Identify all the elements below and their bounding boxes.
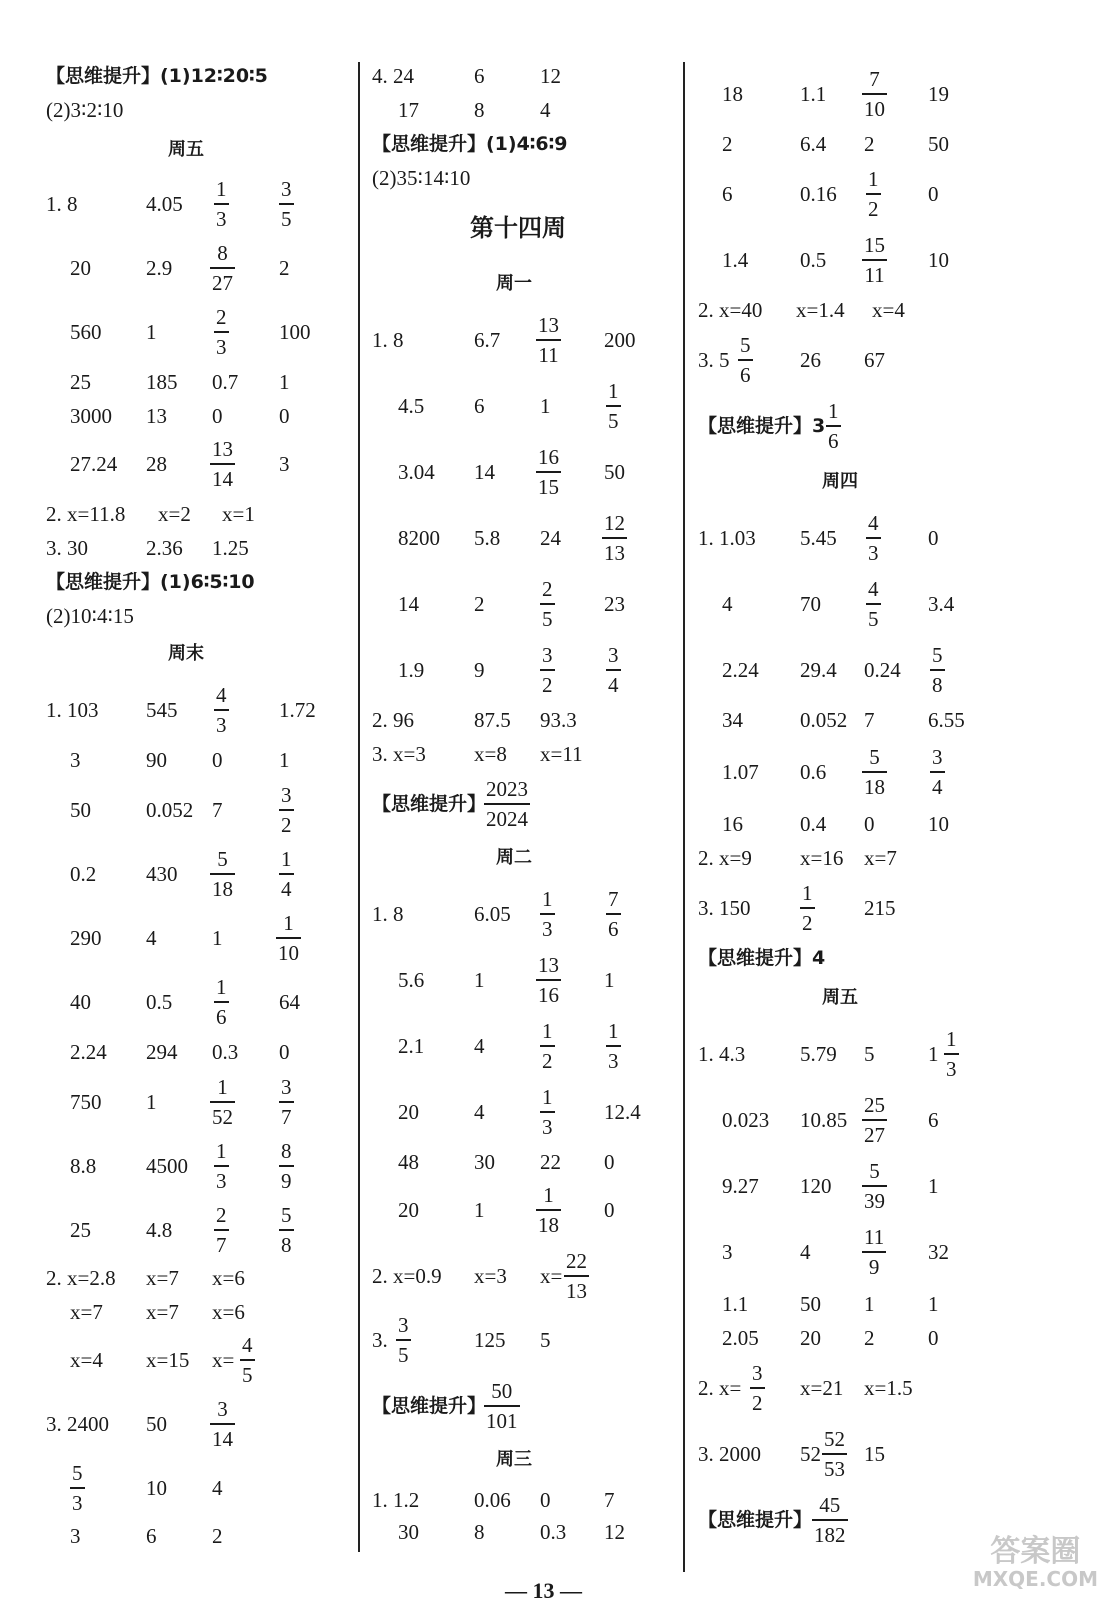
- answer: 20: [800, 1326, 821, 1350]
- thinking-upgrade: 【思维提升】4: [698, 947, 826, 969]
- answer-line: (2)35∶14∶10: [372, 166, 471, 190]
- answer: x=4: [872, 298, 905, 322]
- answer: 545: [146, 698, 178, 722]
- answer: 10: [928, 812, 949, 836]
- answer: 6: [722, 182, 733, 206]
- answer: 1: [279, 748, 290, 772]
- page-number: — 13 —: [505, 1578, 582, 1603]
- answer: 34: [722, 708, 743, 732]
- answer: 2. 96: [372, 708, 414, 732]
- answer: 1. 8: [46, 192, 78, 216]
- answer: 24: [540, 526, 561, 550]
- answer: x=1: [222, 502, 255, 526]
- answer: 1: [212, 926, 223, 950]
- answer: 4: [146, 926, 157, 950]
- section-heading: 周五: [822, 987, 858, 1008]
- answer: 5: [540, 1328, 551, 1352]
- section-heading: 周二: [496, 847, 532, 868]
- answer: 0: [864, 812, 875, 836]
- answer: 0.06: [474, 1488, 511, 1512]
- answer: 3. 5: [698, 348, 730, 372]
- answer: 0: [604, 1198, 615, 1222]
- answer: 3.: [372, 1328, 388, 1352]
- answer: 0.4: [800, 812, 827, 836]
- answer: 52: [800, 1442, 821, 1466]
- fraction: 4 5: [868, 577, 879, 631]
- fraction: 5 39: [864, 1159, 885, 1213]
- answer: 15: [864, 1442, 885, 1466]
- answer: 10: [146, 1476, 167, 1500]
- answer: 2.24: [70, 1040, 107, 1064]
- answer: x=4: [70, 1348, 103, 1372]
- answer: x=21: [800, 1376, 844, 1400]
- answer: 2. x=: [698, 1376, 742, 1400]
- fraction: 15 11: [864, 233, 885, 287]
- fraction: 1 3: [216, 177, 227, 231]
- answer: 32: [928, 1240, 949, 1264]
- answer: 2. x=2.8: [46, 1266, 116, 1290]
- answer: 1. 103: [46, 698, 99, 722]
- answer: 2. x=0.9: [372, 1264, 442, 1288]
- fraction: 50 101: [486, 1379, 518, 1433]
- answer: 13: [146, 404, 167, 428]
- answer: 20: [398, 1100, 419, 1124]
- answer: 12.4: [604, 1100, 641, 1124]
- answer: 6.05: [474, 902, 511, 926]
- fraction: 12 13: [604, 511, 625, 565]
- fraction: 25 27: [864, 1093, 885, 1147]
- answer: 100: [279, 320, 311, 344]
- answer: 6: [474, 394, 485, 418]
- answer: 20: [70, 256, 91, 280]
- answer: 294: [146, 1040, 178, 1064]
- answer: 25: [70, 1218, 91, 1242]
- answer: 4: [722, 592, 733, 616]
- answer: 1: [604, 968, 615, 992]
- answer: 10: [928, 248, 949, 272]
- answer: 4: [474, 1100, 485, 1124]
- section-heading: 周末: [168, 643, 204, 664]
- answer: 2.05: [722, 1326, 759, 1350]
- answer: 3. x=3: [372, 742, 426, 766]
- answer: x=1.4: [796, 298, 845, 322]
- answer: 215: [864, 896, 896, 920]
- answer: 19: [928, 82, 949, 106]
- answer: 1. 1.2: [372, 1488, 420, 1512]
- answer: 1. 8: [372, 902, 404, 926]
- answer: 64: [279, 990, 300, 1014]
- answer: x=6: [212, 1300, 245, 1324]
- answer: 1.9: [398, 658, 425, 682]
- answer: 50: [800, 1292, 821, 1316]
- fraction: 1 2: [542, 1019, 553, 1073]
- answer: 2.9: [146, 256, 173, 280]
- answer: 3.4: [928, 592, 955, 616]
- answer: 67: [864, 348, 885, 372]
- answer: 4: [540, 98, 551, 122]
- fraction: 2023 2024: [486, 777, 528, 831]
- section-heading: 周三: [496, 1449, 532, 1470]
- fraction: 3 4: [608, 643, 619, 697]
- answer: 0: [928, 526, 939, 550]
- answer: 7: [864, 708, 875, 732]
- answer: 6: [474, 64, 485, 88]
- answer: 50: [604, 460, 625, 484]
- fraction: 5 8: [932, 643, 943, 697]
- answer: 8200: [398, 526, 440, 550]
- answer: 0: [604, 1150, 615, 1174]
- answer: 750: [70, 1090, 102, 1114]
- fraction: 4 3: [868, 511, 879, 565]
- answer: 0.052: [800, 708, 848, 732]
- answer: 6.4: [800, 132, 827, 156]
- column-divider: [358, 62, 360, 1552]
- answer-line: (2)3∶2∶10: [46, 98, 124, 122]
- thinking-upgrade: 【思维提升】(1)4∶6∶9: [372, 133, 568, 155]
- watermark: 答案圈 MXQE.COM: [972, 1534, 1098, 1591]
- fraction: 4 3: [216, 683, 227, 737]
- answer: 2: [864, 1326, 875, 1350]
- answer: 1: [474, 1198, 485, 1222]
- answer: x=11: [540, 742, 583, 766]
- answer: 2. x=40: [698, 298, 763, 322]
- thinking-upgrade: 【思维提升】: [372, 1395, 487, 1417]
- fraction: 13 16: [538, 953, 559, 1007]
- answer: 3: [722, 1240, 733, 1264]
- answer: 12: [604, 1520, 625, 1544]
- answer: 1. 1.03: [698, 526, 756, 550]
- answer: 0: [212, 404, 223, 428]
- answer: 120: [800, 1174, 832, 1198]
- answer: 3. 30: [46, 536, 88, 560]
- answer: 23: [604, 592, 625, 616]
- answer: 29.4: [800, 658, 837, 682]
- answer: 560: [70, 320, 102, 344]
- answer: 200: [604, 328, 636, 352]
- answer: 1. 8: [372, 328, 404, 352]
- answer: 6.55: [928, 708, 965, 732]
- fraction: 16 15: [538, 445, 559, 499]
- answer: x=: [212, 1348, 235, 1372]
- fraction: 1 10: [278, 911, 299, 965]
- answer: 8: [474, 98, 485, 122]
- answer: x=7: [70, 1300, 103, 1324]
- fraction: 3 14: [212, 1397, 233, 1451]
- fraction: 3 2: [752, 1361, 763, 1415]
- fraction: 1 6: [828, 399, 839, 453]
- fraction: 45 182: [814, 1493, 846, 1547]
- thinking-upgrade: 【思维提升】: [698, 1509, 813, 1531]
- answer: 125: [474, 1328, 506, 1352]
- fraction: 1 2: [868, 167, 879, 221]
- answer: 70: [800, 592, 821, 616]
- answer: 4: [474, 1034, 485, 1058]
- fraction: 1 3: [608, 1019, 619, 1073]
- week-title: 第十四周: [470, 213, 566, 242]
- answer: 5: [864, 1042, 875, 1066]
- fraction: 22 13: [566, 1249, 587, 1303]
- answer: 0.7: [212, 370, 239, 394]
- answer: 27.24: [70, 452, 118, 476]
- answer: 2.1: [398, 1034, 425, 1058]
- answer: 290: [70, 926, 102, 950]
- fraction: 8 9: [281, 1139, 292, 1193]
- fraction: 1 4: [281, 847, 292, 901]
- answer: x=2: [158, 502, 191, 526]
- fraction: 8 27: [212, 241, 233, 295]
- answer: 90: [146, 748, 167, 772]
- fraction: 7 10: [864, 67, 885, 121]
- answer: 3: [70, 748, 81, 772]
- answer: 0: [212, 748, 223, 772]
- answer: 1: [474, 968, 485, 992]
- answer: 1.1: [800, 82, 827, 106]
- fraction: 13 14: [212, 437, 233, 491]
- fraction: 3 2: [542, 643, 553, 697]
- answer: 430: [146, 862, 178, 886]
- answer: 48: [398, 1150, 419, 1174]
- answer: x=1.5: [864, 1376, 913, 1400]
- fraction: 3 2: [281, 783, 292, 837]
- fraction: 2 7: [216, 1203, 227, 1257]
- answer: x=7: [864, 846, 897, 870]
- answer: 3: [70, 1524, 81, 1548]
- answer-line: (2)10∶4∶15: [46, 604, 134, 628]
- answer: 0.6: [800, 760, 827, 784]
- answer: 2: [212, 1524, 223, 1548]
- answer: x=6: [212, 1266, 245, 1290]
- answer: 0: [279, 1040, 290, 1064]
- answer: x=3: [474, 1264, 507, 1288]
- answer: 87.5: [474, 708, 511, 732]
- answer: 0.2: [70, 862, 97, 886]
- fraction: 1 52: [212, 1075, 233, 1129]
- answer: 1.72: [279, 698, 316, 722]
- answer: 0.5: [146, 990, 173, 1014]
- answer: 0.5: [800, 248, 827, 272]
- answer: 3. 2400: [46, 1412, 109, 1436]
- answer: 4500: [146, 1154, 188, 1178]
- answer: 0.3: [540, 1520, 567, 1544]
- answer: 18: [722, 82, 743, 106]
- answer: 2. x=11.8: [46, 502, 126, 526]
- answer: 0.052: [146, 798, 194, 822]
- answer: 14: [474, 460, 495, 484]
- answer: 1.07: [722, 760, 759, 784]
- answer: 14: [398, 592, 419, 616]
- answer: 0: [928, 182, 939, 206]
- column-divider: [683, 62, 685, 1572]
- answer: 2.24: [722, 658, 759, 682]
- answer: 10.85: [800, 1108, 848, 1132]
- answer: 1.1: [722, 1292, 749, 1316]
- answer: 2: [864, 132, 875, 156]
- fraction: 1 18: [538, 1183, 559, 1237]
- answer: 6: [928, 1108, 939, 1132]
- section-heading: 周四: [822, 471, 858, 492]
- fraction: 5 8: [281, 1203, 292, 1257]
- answer: x=16: [800, 846, 844, 870]
- answer: 0: [540, 1488, 551, 1512]
- answer: x=8: [474, 742, 507, 766]
- answer: x=: [540, 1264, 563, 1288]
- fraction: 1 3: [946, 1027, 957, 1081]
- answer: 4: [800, 1240, 811, 1264]
- answer: 1: [864, 1292, 875, 1316]
- answer: 28: [146, 452, 167, 476]
- answer: 20: [398, 1198, 419, 1222]
- thinking-upgrade: 【思维提升】(1)12∶20∶5: [46, 65, 268, 87]
- fraction: 13 11: [538, 313, 559, 367]
- fraction: 5 18: [864, 745, 885, 799]
- answer: 2: [722, 132, 733, 156]
- fraction: 3 5: [281, 177, 292, 231]
- thinking-upgrade: 【思维提升】: [372, 793, 487, 815]
- answer: x=15: [146, 1348, 190, 1372]
- fraction: 3 7: [281, 1075, 292, 1129]
- answer: 1: [279, 370, 290, 394]
- answer: 3: [279, 452, 290, 476]
- thinking-upgrade: 【思维提升】3: [698, 415, 826, 437]
- answer: 5.8: [474, 526, 501, 550]
- answer: 12: [540, 64, 561, 88]
- fraction: 5 3: [72, 1461, 83, 1515]
- fraction: 4 5: [242, 1333, 253, 1387]
- answer: 2: [279, 256, 290, 280]
- answer: 1: [146, 320, 157, 344]
- answer: 1: [928, 1042, 939, 1066]
- answer: 0: [928, 1326, 939, 1350]
- fraction: 1 2: [802, 881, 813, 935]
- answer: 4.05: [146, 192, 183, 216]
- answer: 4. 24: [372, 64, 414, 88]
- answer: 3. 2000: [698, 1442, 761, 1466]
- answer: 1.25: [212, 536, 249, 560]
- answer: 1: [540, 394, 551, 418]
- fraction: 1 3: [542, 1085, 553, 1139]
- answer: 4.5: [398, 394, 425, 418]
- answer: 2. x=9: [698, 846, 752, 870]
- answer: 2: [474, 592, 485, 616]
- answer: 0.023: [722, 1108, 770, 1132]
- fraction: 1 3: [216, 1139, 227, 1193]
- answer: 30: [398, 1520, 419, 1544]
- answer: 1: [146, 1090, 157, 1114]
- fraction: 52 53: [824, 1427, 845, 1481]
- answer: 6: [146, 1524, 157, 1548]
- answer: 0.16: [800, 182, 837, 206]
- fraction: 2 3: [216, 305, 227, 359]
- answer: 7: [604, 1488, 615, 1512]
- answer: 0.24: [864, 658, 901, 682]
- section-heading: 周一: [496, 273, 532, 294]
- answer: 8.8: [70, 1154, 97, 1178]
- answer: 3000: [70, 404, 112, 428]
- section-heading: 周五: [168, 139, 204, 160]
- answer: 50: [70, 798, 91, 822]
- answer: 26: [800, 348, 821, 372]
- answer: 17: [398, 98, 419, 122]
- answer: 50: [928, 132, 949, 156]
- fraction: 2 5: [542, 577, 553, 631]
- answer: 1: [928, 1292, 939, 1316]
- answer: 25: [70, 370, 91, 394]
- answer: 30: [474, 1150, 495, 1174]
- answer: 4: [212, 1476, 223, 1500]
- answer: 0: [279, 404, 290, 428]
- answer: 3. 150: [698, 896, 751, 920]
- answer: 22: [540, 1150, 561, 1174]
- fraction: 1 6: [216, 975, 227, 1029]
- fraction: 7 6: [608, 887, 619, 941]
- fraction: 3 4: [932, 745, 943, 799]
- fraction: 5 18: [212, 847, 233, 901]
- answer: x=7: [146, 1300, 179, 1324]
- answer: 1. 4.3: [698, 1042, 746, 1066]
- answer: 4.8: [146, 1218, 173, 1242]
- fraction: 3 5: [398, 1313, 409, 1367]
- fraction: 1 3: [542, 887, 553, 941]
- answer: 5.45: [800, 526, 837, 550]
- answer: 2.36: [146, 536, 183, 560]
- fraction: 11 9: [864, 1225, 885, 1279]
- answer: 9: [474, 658, 485, 682]
- answer: 6.7: [474, 328, 501, 352]
- answer: 5.6: [398, 968, 425, 992]
- answer: 9.27: [722, 1174, 759, 1198]
- answer: 185: [146, 370, 178, 394]
- answer: 5.79: [800, 1042, 837, 1066]
- answer: 0.3: [212, 1040, 239, 1064]
- answer: 8: [474, 1520, 485, 1544]
- answer: x=7: [146, 1266, 179, 1290]
- fraction: 5 6: [740, 333, 751, 387]
- answer: 1: [928, 1174, 939, 1198]
- thinking-upgrade: 【思维提升】(1)6∶5∶10: [46, 571, 255, 593]
- fraction: 1 5: [608, 379, 619, 433]
- answer: 50: [146, 1412, 167, 1436]
- answer: 7: [212, 798, 223, 822]
- answer: 3.04: [398, 460, 435, 484]
- answer: 40: [70, 990, 91, 1014]
- answer: 1.4: [722, 248, 749, 272]
- answer: 16: [722, 812, 743, 836]
- answer: 93.3: [540, 708, 577, 732]
